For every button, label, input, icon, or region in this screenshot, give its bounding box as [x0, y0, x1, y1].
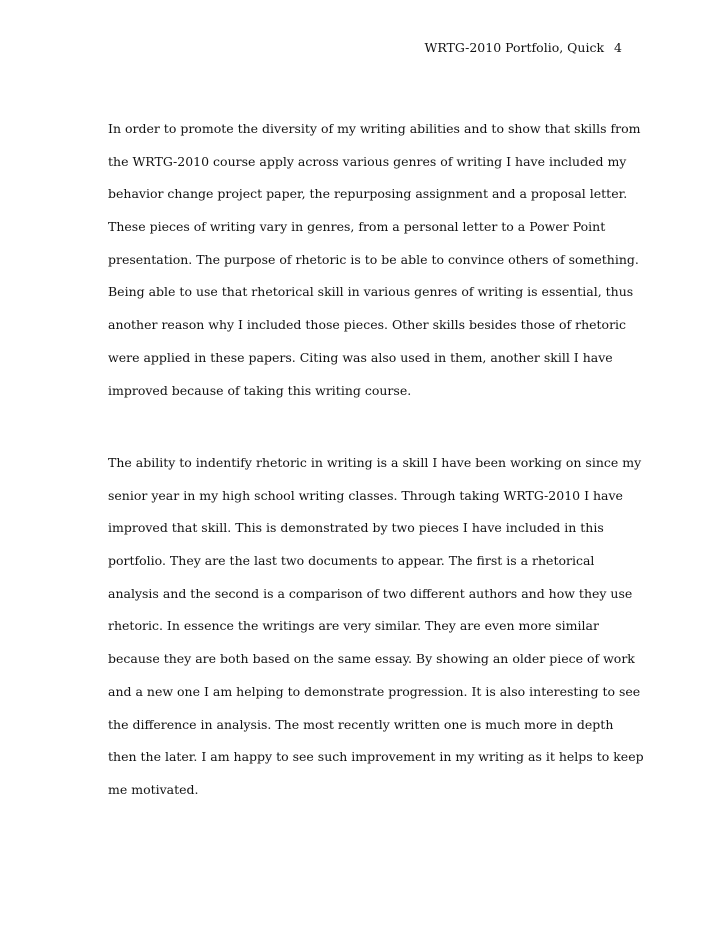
text-line: were applied in these papers. Citing was also used in them, another skill I have	[108, 349, 613, 365]
running-head: WRTG-2010 Portfolio, Quick	[424, 40, 605, 55]
text-line: the difference in analysis. The most recently written one is much more in depth	[108, 716, 614, 732]
page-header	[0, 40, 622, 55]
text-line: portfolio. They are the last two documents to appear. The first is a rhetorical	[108, 553, 595, 569]
text-line: behavior change project paper, the repurposing assignment and a proposal letter.	[108, 186, 628, 202]
paragraph-1	[108, 113, 641, 407]
text-line: improved that skill. This is demonstrated by two pieces I have included in this	[108, 520, 604, 536]
text-line: the WRTG-2010 course apply across various genres of writing I have included my	[108, 153, 627, 169]
text-line: because they are both based on the same essay. By showing an older piece of work	[108, 651, 635, 667]
text-line: Being able to use that rhetorical skill in various genres of writing is essential, thus	[108, 284, 634, 300]
text-line: and a new one I am helping to demonstrate progression. It is also interesting to see	[108, 683, 641, 699]
text-line: presentation. The purpose of rhetoric is to be able to convince others of something.	[108, 251, 639, 267]
text-line: senior year in my high school writing classes. Through taking WRTG-2010 I have	[108, 487, 623, 503]
text-line: In order to promote the diversity of my writing abilities and to show that skills from	[108, 121, 641, 136]
text-line: me motivated.	[108, 781, 199, 797]
text-line: The ability to indentify rhetoric in writing is a skill I have been working on since my	[108, 455, 642, 470]
text-line: rhetoric. In essence the writings are very similar. They are even more similar	[108, 618, 599, 634]
page-number: 4	[614, 40, 622, 55]
text-line: improved because of taking this writing course.	[108, 382, 412, 398]
text-line: then the later. I am happy to see such improvement in my writing as it helps to keep	[108, 749, 644, 765]
text-line: These pieces of writing vary in genres, from a personal letter to a Power Point	[108, 219, 606, 235]
text-line: another reason why I included those pieces. Other skills besides those of rhetoric	[108, 317, 627, 333]
paragraph-2	[108, 447, 644, 807]
text-line: analysis and the second is a comparison of two different authors and how they use	[108, 585, 633, 601]
